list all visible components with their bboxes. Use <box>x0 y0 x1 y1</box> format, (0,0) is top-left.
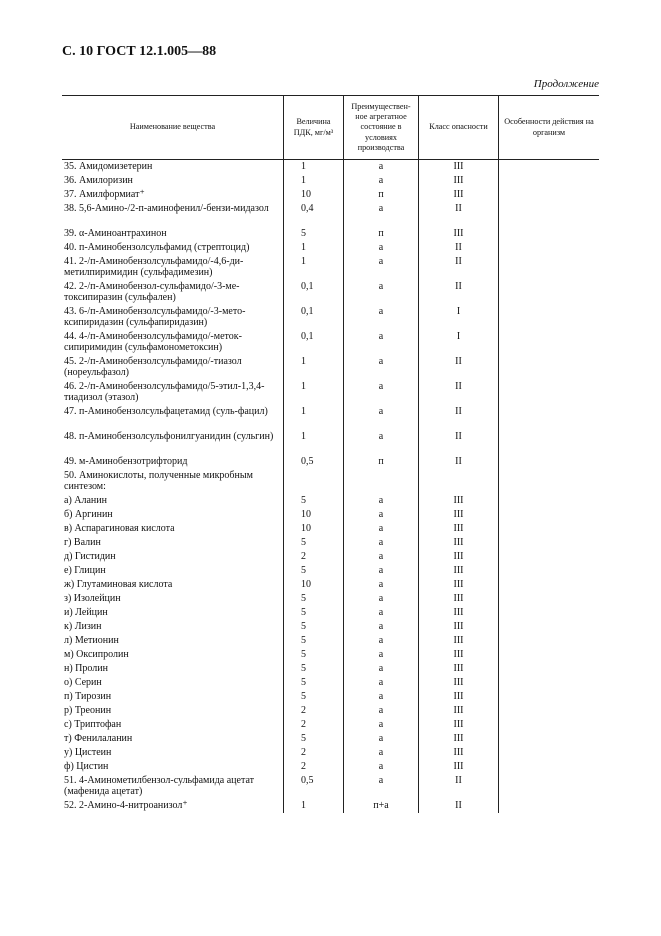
hazard-class: III <box>419 732 499 746</box>
pdk-value: 1 <box>284 799 344 813</box>
special-effects <box>499 355 599 380</box>
pdk-value: 5 <box>284 620 344 634</box>
pdk-value: 0,1 <box>284 305 344 330</box>
aggregate-state: а <box>344 522 419 536</box>
hazard-class <box>419 469 499 494</box>
pdk-value: 0,4 <box>284 202 344 227</box>
table-row <box>62 494 599 508</box>
substance-name: 47. п-Аминобензолсульфацетамид (суль-фацил) <box>62 405 284 430</box>
special-effects <box>499 676 599 690</box>
pdk-value: 5 <box>284 227 344 241</box>
hazard-class: II <box>419 405 499 430</box>
aggregate-state: а <box>344 174 419 188</box>
hazard-class: I <box>419 330 499 355</box>
pdk-value: 5 <box>284 732 344 746</box>
substance-name: н) Пролин <box>62 662 284 676</box>
aggregate-state: а <box>344 578 419 592</box>
aggregate-state: а <box>344 508 419 522</box>
aggregate-state: а <box>344 606 419 620</box>
table-row <box>62 592 599 606</box>
aggregate-state: а <box>344 380 419 405</box>
special-effects <box>499 592 599 606</box>
hazard-class: III <box>419 536 499 550</box>
special-effects <box>499 718 599 732</box>
continuation-label: Продолжение <box>533 78 599 90</box>
pdk-value: 1 <box>284 430 344 455</box>
aggregate-state: а <box>344 202 419 227</box>
substance-name: 36. Амилоризин <box>62 174 284 188</box>
pdk-value: 5 <box>284 536 344 550</box>
aggregate-state: а <box>344 536 419 550</box>
substance-name: 48. п-Аминобензолсульфонилгуанидин (сульгин) <box>62 430 284 455</box>
table-row <box>62 536 599 550</box>
special-effects <box>499 255 599 280</box>
hazard-class: III <box>419 620 499 634</box>
aggregate-state: п <box>344 227 419 241</box>
special-effects <box>499 174 599 188</box>
special-effects <box>499 648 599 662</box>
pdk-value: 1 <box>284 160 344 174</box>
aggregate-state: а <box>344 305 419 330</box>
col-header-name: Наименование вещества <box>62 96 284 159</box>
pdk-value: 0,1 <box>284 280 344 305</box>
table-row <box>62 202 599 227</box>
pdk-value: 5 <box>284 648 344 662</box>
col-header-class: Класс опасности <box>419 96 499 159</box>
pdk-value: 10 <box>284 188 344 202</box>
page-header: С. 10 ГОСТ 12.1.005—88 <box>62 44 217 59</box>
table-row <box>62 676 599 690</box>
table-row <box>62 746 599 760</box>
pdk-value: 2 <box>284 704 344 718</box>
special-effects <box>499 746 599 760</box>
special-effects <box>499 380 599 405</box>
substance-name: ф) Цистин <box>62 760 284 774</box>
table-row <box>62 430 599 455</box>
special-effects <box>499 690 599 704</box>
hazard-class: III <box>419 494 499 508</box>
substance-name: ж) Глутаминовая кислота <box>62 578 284 592</box>
substance-name: 43. 6-/п-Аминобензолсульфамидо/-3-мето-ксипиридазин (сульфапиридазин) <box>62 305 284 330</box>
special-effects <box>499 564 599 578</box>
aggregate-state: а <box>344 241 419 255</box>
special-effects <box>499 536 599 550</box>
substance-name: 37. Амилформиат⁺ <box>62 188 284 202</box>
special-effects <box>499 241 599 255</box>
aggregate-state: а <box>344 760 419 774</box>
hazard-class: II <box>419 380 499 405</box>
table-row <box>62 550 599 564</box>
hazard-class: II <box>419 774 499 799</box>
pdk-value: 5 <box>284 690 344 704</box>
special-effects <box>499 305 599 330</box>
aggregate-state: а <box>344 746 419 760</box>
pdk-value: 1 <box>284 405 344 430</box>
aggregate-state: п <box>344 455 419 469</box>
pdk-value: 5 <box>284 676 344 690</box>
hazard-class: III <box>419 522 499 536</box>
hazard-class: III <box>419 704 499 718</box>
substance-name: е) Глицин <box>62 564 284 578</box>
pdk-value: 10 <box>284 522 344 536</box>
aggregate-state: а <box>344 355 419 380</box>
hazard-class: III <box>419 690 499 704</box>
special-effects <box>499 430 599 455</box>
special-effects <box>499 160 599 174</box>
hazard-class: III <box>419 676 499 690</box>
hazard-class: II <box>419 202 499 227</box>
aggregate-state: а <box>344 592 419 606</box>
hazard-class: III <box>419 508 499 522</box>
hazard-class: II <box>419 430 499 455</box>
aggregate-state: а <box>344 550 419 564</box>
pdk-value: 2 <box>284 550 344 564</box>
table-row <box>62 578 599 592</box>
aggregate-state: а <box>344 280 419 305</box>
special-effects <box>499 774 599 799</box>
special-effects <box>499 704 599 718</box>
table-row <box>62 469 599 494</box>
table-row <box>62 690 599 704</box>
hazard-class: III <box>419 746 499 760</box>
aggregate-state: а <box>344 774 419 799</box>
substance-name: 46. 2-/п-Аминобензолсульфамидо/5-этил-1,3,4-тиадизол (этазол) <box>62 380 284 405</box>
hazard-class: I <box>419 305 499 330</box>
substance-name: у) Цистеин <box>62 746 284 760</box>
special-effects <box>499 202 599 227</box>
hazard-class: II <box>419 455 499 469</box>
substance-name: 49. м-Аминобензотрифторид <box>62 455 284 469</box>
hazard-class: III <box>419 634 499 648</box>
substance-name: р) Треонин <box>62 704 284 718</box>
table-row <box>62 662 599 676</box>
aggregate-state: а <box>344 430 419 455</box>
pdk-value: 2 <box>284 718 344 732</box>
hazard-class: II <box>419 799 499 813</box>
pdk-value: 1 <box>284 241 344 255</box>
substance-name: 35. Амидомизетерин <box>62 160 284 174</box>
pdk-value: 0,5 <box>284 455 344 469</box>
table-row <box>62 227 599 241</box>
col-header-pdk: Величина ПДК, мг/м³ <box>284 96 344 159</box>
special-effects <box>499 662 599 676</box>
hazard-class: III <box>419 227 499 241</box>
hazard-class: III <box>419 648 499 662</box>
special-effects <box>499 227 599 241</box>
special-effects <box>499 732 599 746</box>
pdk-value: 5 <box>284 662 344 676</box>
substance-name: в) Аспарагиновая кислота <box>62 522 284 536</box>
hazard-class: II <box>419 355 499 380</box>
special-effects <box>499 799 599 813</box>
pdk-value: 5 <box>284 494 344 508</box>
substance-name: с) Триптофан <box>62 718 284 732</box>
aggregate-state <box>344 469 419 494</box>
pdk-value: 5 <box>284 606 344 620</box>
hazard-class: III <box>419 662 499 676</box>
pdk-value: 10 <box>284 508 344 522</box>
table-row <box>62 718 599 732</box>
table-row <box>62 305 599 330</box>
aggregate-state: п <box>344 188 419 202</box>
table-row <box>62 564 599 578</box>
hazard-class: III <box>419 578 499 592</box>
hazard-class: II <box>419 255 499 280</box>
aggregate-state: а <box>344 494 419 508</box>
table-row <box>62 188 599 202</box>
hazard-class: III <box>419 760 499 774</box>
substance-name: 52. 2-Амино-4-нитроанизол⁺ <box>62 799 284 813</box>
hazard-class: III <box>419 606 499 620</box>
substance-name: 51. 4-Аминометилбензол-сульфамида ацетат (мафенида ацетат) <box>62 774 284 799</box>
pdk-value: 1 <box>284 355 344 380</box>
aggregate-state: а <box>344 676 419 690</box>
table-row <box>62 508 599 522</box>
pdk-value: 2 <box>284 760 344 774</box>
aggregate-state: а <box>344 620 419 634</box>
table-row <box>62 760 599 774</box>
special-effects <box>499 405 599 430</box>
substance-name: з) Изолейцин <box>62 592 284 606</box>
substance-name: а) Аланин <box>62 494 284 508</box>
special-effects <box>499 522 599 536</box>
aggregate-state: а <box>344 662 419 676</box>
substance-name: 40. п-Аминобензолсульфамид (стрептоцид) <box>62 241 284 255</box>
pdk-value: 1 <box>284 380 344 405</box>
pdk-value: 1 <box>284 255 344 280</box>
table-row <box>62 330 599 355</box>
special-effects <box>499 494 599 508</box>
substance-name: 42. 2-/п-Аминобензол-сульфамидо/-3-ме-токсипиразин (сульфален) <box>62 280 284 305</box>
substance-name: т) Фенилаланин <box>62 732 284 746</box>
aggregate-state: а <box>344 718 419 732</box>
table-row <box>62 455 599 469</box>
table-header <box>62 95 599 160</box>
table-row <box>62 280 599 305</box>
pdk-value: 0,5 <box>284 774 344 799</box>
special-effects <box>499 280 599 305</box>
aggregate-state: а <box>344 634 419 648</box>
col-header-state: Преимуществен-ное агрегатное состояние в условиях производства <box>344 96 419 159</box>
special-effects <box>499 620 599 634</box>
table-row <box>62 405 599 430</box>
special-effects <box>499 455 599 469</box>
table-row <box>62 704 599 718</box>
col-header-features: Особенности действия на организм <box>504 117 594 137</box>
substance-name: л) Метионин <box>62 634 284 648</box>
pdk-value: 2 <box>284 746 344 760</box>
table-row <box>62 648 599 662</box>
special-effects <box>499 760 599 774</box>
aggregate-state: а <box>344 690 419 704</box>
special-effects <box>499 469 599 494</box>
substance-name: 38. 5,6-Амино-/2-п-аминофенил/-бензи-мидазол <box>62 202 284 227</box>
substance-name: и) Лейцин <box>62 606 284 620</box>
substance-name: м) Оксипролин <box>62 648 284 662</box>
table-row <box>62 774 599 799</box>
aggregate-state: а <box>344 564 419 578</box>
table-row <box>62 799 599 813</box>
special-effects <box>499 550 599 564</box>
table-row <box>62 241 599 255</box>
special-effects <box>499 578 599 592</box>
pdk-value: 5 <box>284 592 344 606</box>
hazard-class: III <box>419 188 499 202</box>
special-effects <box>499 330 599 355</box>
table-row <box>62 355 599 380</box>
substance-name: 50. Аминокислоты, полученные микробным синтезом: <box>62 469 284 494</box>
aggregate-state: п+а <box>344 799 419 813</box>
table-body <box>62 160 599 813</box>
table-row <box>62 620 599 634</box>
hazard-class: III <box>419 160 499 174</box>
table-row <box>62 380 599 405</box>
table-row <box>62 160 599 174</box>
aggregate-state: а <box>344 255 419 280</box>
hazard-class: II <box>419 280 499 305</box>
substance-name: к) Лизин <box>62 620 284 634</box>
substance-name: 41. 2-/п-Аминобензолсульфамидо/-4,6-ди-метилпиримидин (сульфадимезин) <box>62 255 284 280</box>
aggregate-state: а <box>344 330 419 355</box>
hazard-class: III <box>419 564 499 578</box>
pdk-value: 5 <box>284 564 344 578</box>
aggregate-state: а <box>344 704 419 718</box>
special-effects <box>499 634 599 648</box>
hazard-class: III <box>419 718 499 732</box>
substance-name: б) Аргинин <box>62 508 284 522</box>
special-effects <box>499 188 599 202</box>
table-row <box>62 634 599 648</box>
pdk-value: 10 <box>284 578 344 592</box>
substance-name: г) Валин <box>62 536 284 550</box>
substance-name: 44. 4-/п-Аминобензолсульфамидо/-меток-сипиримидин (сульфамонометоксин) <box>62 330 284 355</box>
substances-table <box>62 95 599 813</box>
aggregate-state: а <box>344 648 419 662</box>
hazard-class: III <box>419 592 499 606</box>
substance-name: д) Гистидин <box>62 550 284 564</box>
pdk-value: 5 <box>284 634 344 648</box>
table-row <box>62 732 599 746</box>
table-row <box>62 174 599 188</box>
table-row <box>62 522 599 536</box>
pdk-value: 0,1 <box>284 330 344 355</box>
special-effects <box>499 508 599 522</box>
substance-name: о) Серин <box>62 676 284 690</box>
aggregate-state: а <box>344 405 419 430</box>
substance-name: 39. α-Аминоантрахинон <box>62 227 284 241</box>
hazard-class: II <box>419 241 499 255</box>
table-row <box>62 606 599 620</box>
aggregate-state: а <box>344 732 419 746</box>
table-row <box>62 255 599 280</box>
hazard-class: III <box>419 174 499 188</box>
substance-name: п) Тирозин <box>62 690 284 704</box>
aggregate-state: а <box>344 160 419 174</box>
special-effects <box>499 606 599 620</box>
pdk-value: 1 <box>284 174 344 188</box>
pdk-value <box>284 469 344 494</box>
substance-name: 45. 2-/п-Аминобензолсульфамидо/-тиазол (нореульфазол) <box>62 355 284 380</box>
hazard-class: III <box>419 550 499 564</box>
